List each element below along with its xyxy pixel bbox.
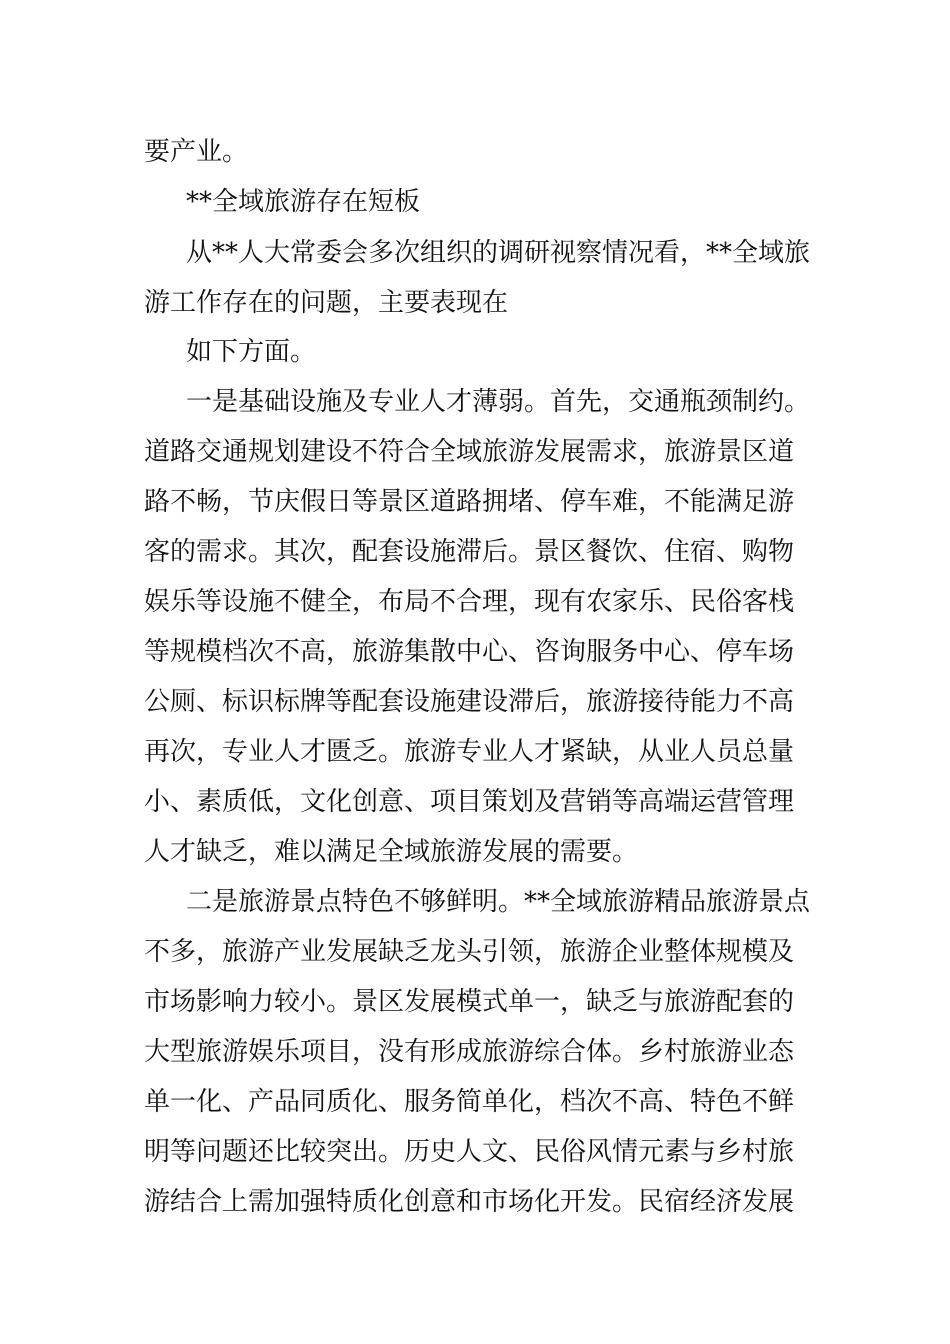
text-line: 再次，专业人才匮乏。旅游专业人才紧缺，从业人员总量 bbox=[144, 737, 795, 767]
text-line: 等规模档次不高，旅游集散中心、咨询服务中心、停车场 bbox=[144, 637, 795, 667]
text-line: 明等问题还比较突出。历史人文、民俗风情元素与乡村旅 bbox=[144, 1137, 795, 1167]
text-line: 游工作存在的问题，主要表现在 bbox=[144, 288, 509, 318]
text-line: 单一化、产品同质化、服务简单化，档次不高、特色不鲜 bbox=[144, 1087, 795, 1117]
text-line: 要产业。 bbox=[144, 137, 249, 167]
text-line: 一是基础设施及专业人才薄弱。首先，交通瓶颈制约。 bbox=[186, 387, 811, 417]
text-line: 公厕、标识标牌等配套设施建设滞后，旅游接待能力不高 bbox=[144, 687, 795, 717]
text-line: 从**人大常委会多次组织的调研视察情况看，**全域旅 bbox=[186, 238, 811, 268]
text-line: 娱乐等设施不健全，布局不合理，现有农家乐、民俗客栈 bbox=[144, 587, 795, 617]
text-line: 大型旅游娱乐项目，没有形成旅游综合体。乡村旅游业态 bbox=[144, 1037, 795, 1067]
text-line: 市场影响力较小。景区发展模式单一，缺乏与旅游配套的 bbox=[144, 987, 795, 1017]
text-line: 不多，旅游产业发展缺乏龙头引领，旅游企业整体规模及 bbox=[144, 937, 795, 967]
text-line: 二是旅游景点特色不够鲜明。**全域旅游精品旅游景点 bbox=[186, 887, 811, 917]
section-heading: **全域旅游存在短板 bbox=[186, 187, 421, 217]
text-line: 人才缺乏，难以满足全域旅游发展的需要。 bbox=[144, 837, 639, 867]
text-line: 道路交通规划建设不符合全域旅游发展需求，旅游景区道 bbox=[144, 437, 795, 467]
text-line: 游结合上需加强特质化创意和市场化开发。民宿经济发展 bbox=[144, 1187, 795, 1217]
text-line: 路不畅，节庆假日等景区道路拥堵、停车难，不能满足游 bbox=[144, 487, 795, 517]
text-line: 客的需求。其次，配套设施滞后。景区餐饮、住宿、购物 bbox=[144, 537, 795, 567]
text-line: 如下方面。 bbox=[186, 337, 317, 367]
text-line: 小、素质低，文化创意、项目策划及营销等高端运营管理 bbox=[144, 787, 795, 817]
